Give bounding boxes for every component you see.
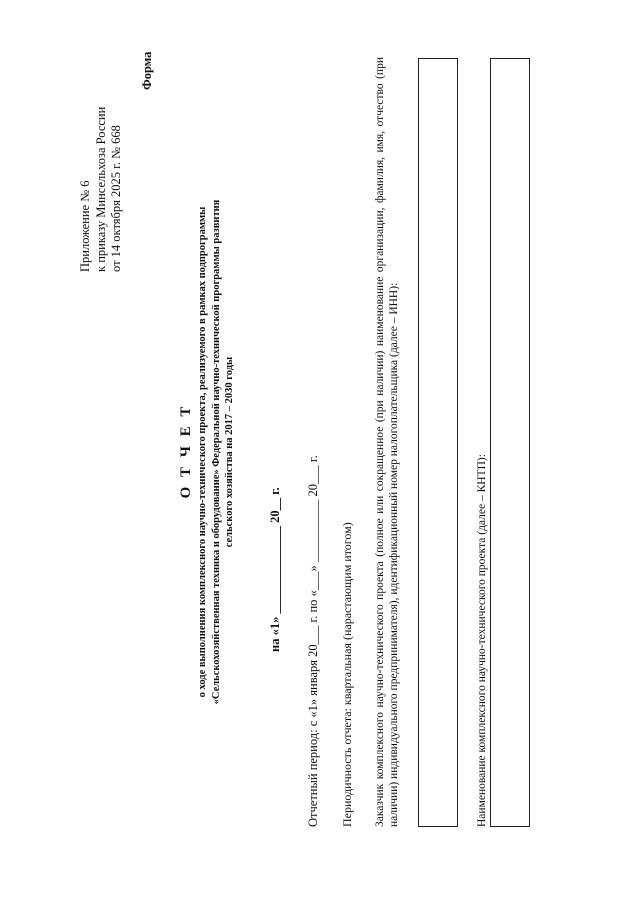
- project-name-label: Наименование комплексного научно-технического проекта (далее – КНТП):: [476, 454, 488, 827]
- form-label: Форма: [140, 51, 154, 90]
- report-subtitle: о ходе выполнения комплексного научно-технического проекта, реализуемого в рамках подпрограммы «Сельскохозяйственная техника и оборудование» Федеральной научно-технической программы развития сельского хозяйства на 2017 – 2030 годы: [197, 199, 235, 705]
- appendix-reference: [78, 22, 125, 272]
- report-periodicity: Периодичность отчета: квартальная (нарастающим итогом): [340, 522, 354, 827]
- customer-input-box[interactable]: [418, 58, 458, 827]
- report-title: О Т Ч Е Т: [178, 403, 194, 499]
- customer-field-label: Заказчик комплексного научно-технического проекта (полное или сокращенное (при наличии) наименование организации, фамилия, имя, отчество (при наличии) индивидуального предпринимателя), идентификационный номер налогоплательщика (далее – ИНН):: [374, 57, 400, 827]
- report-as-of-date: на «1» ______________ 20__ г.: [268, 487, 282, 652]
- appendix-date: от 14 октября 2025 г. № 668: [109, 125, 123, 272]
- project-name-input-box[interactable]: [490, 58, 530, 827]
- reporting-period: Отчетный период: с «1» января 20___ г. по «___» __________ 20___ г.: [306, 455, 320, 827]
- appendix-number: Приложение № 6: [78, 180, 92, 272]
- appendix-order: к приказу Минсельхоза России: [93, 106, 108, 272]
